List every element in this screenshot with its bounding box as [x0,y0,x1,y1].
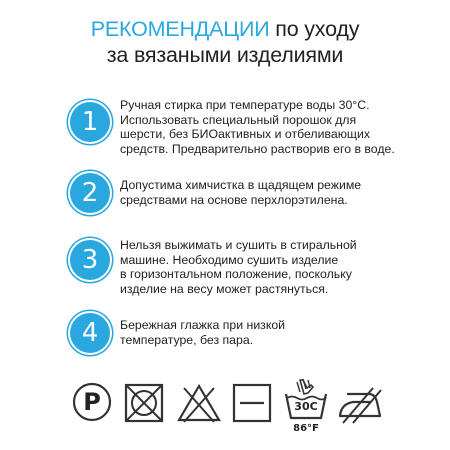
page-title [0,16,450,68]
title-line-2: за вязаными изделиями [106,43,344,67]
title-line-1-rest: по уходу [269,17,360,41]
step-number-badge: 3 [70,240,110,280]
dry-flat-icon [231,382,273,424]
step-text: Ручная стирка при температуре воды 30°С. Использовать специальный порошок для шерсти, без БИОактивных и отбеливающих средств. Предварительно растворив его в воде. [120,98,395,156]
step-number-badge: 4 [70,313,110,353]
title-accent: РЕКОМЕНДАЦИИ [90,17,270,41]
professional-dry-clean-p-icon [72,382,112,422]
step-text: Бережная глажка при низкой температуре, без пара. [120,318,286,347]
hand-wash-temp-f: 86°F [293,423,319,434]
hand-wash-temp-c: 30C [294,400,318,413]
dry-clean-letter: P [83,388,101,416]
step-text: Нельзя выжимать и сушить в стиральной машине. Необходимо сушить изделие в горизонтальном положение, поскольку изделие на весу может растянуться. [120,238,357,296]
do-not-bleach-icon [176,382,222,424]
step-number-badge: 2 [70,173,110,213]
step-number-badge: 1 [70,102,110,142]
hand-wash-icon [283,376,329,434]
iron-no-steam-icon [337,382,383,424]
title-line-1 [0,16,450,42]
care-symbols-row [0,382,450,442]
step-text: Допустима химчистка в щадящем режиме средствами на основе перхлорэтилена. [120,178,362,207]
do-not-tumble-dry-icon [123,382,165,424]
